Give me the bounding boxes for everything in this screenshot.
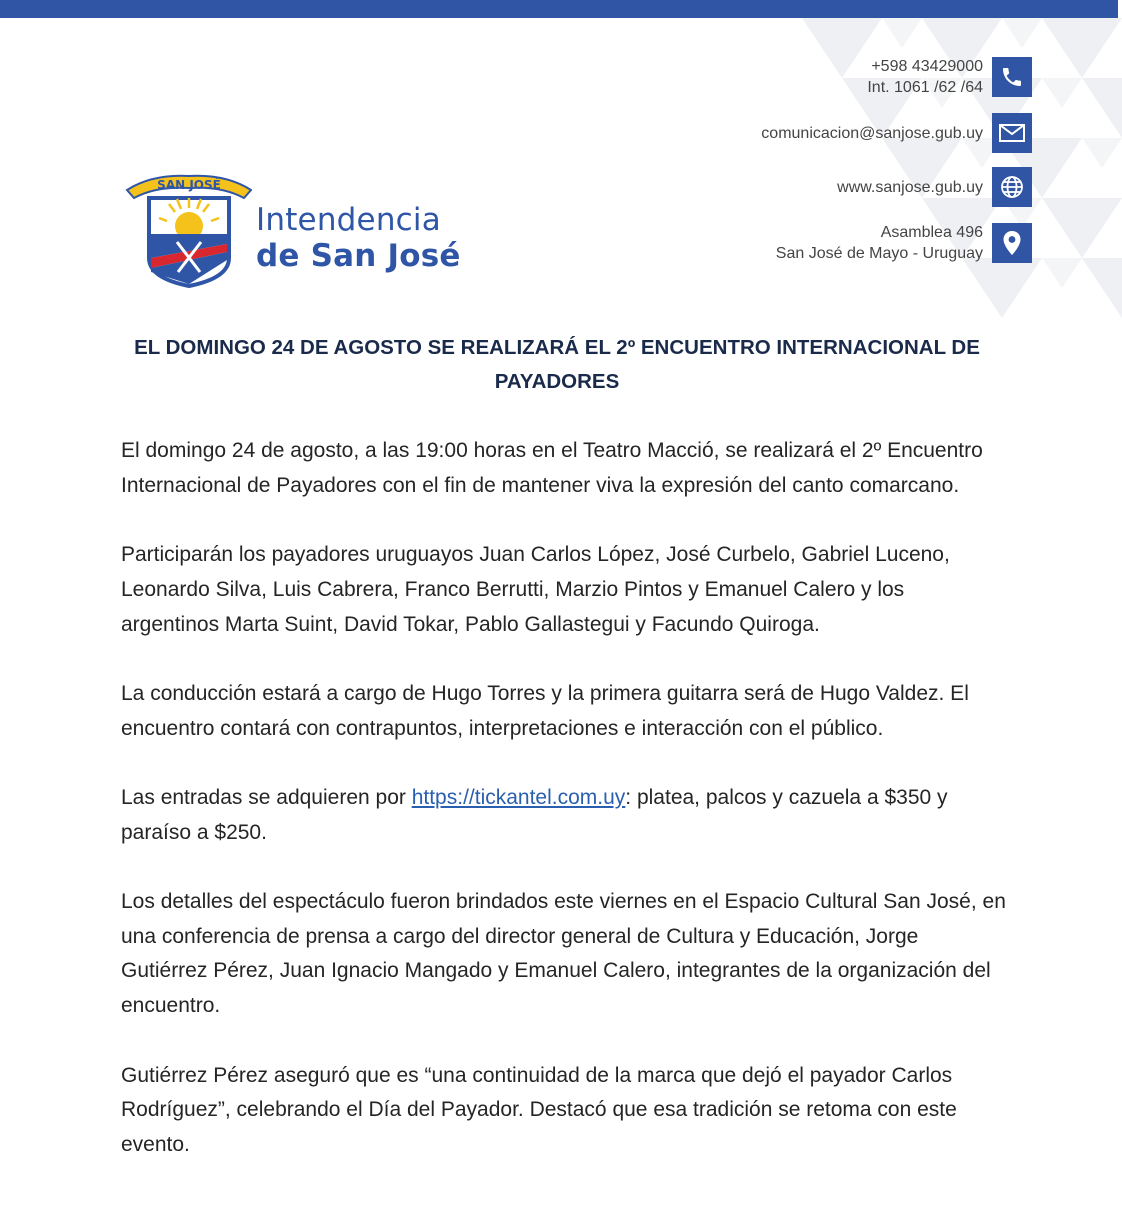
article-body [121, 434, 1006, 1197]
phone-number: +598 43429000 [871, 58, 983, 75]
org-name-line2: de San José [256, 238, 461, 274]
contact-phone [867, 56, 1032, 98]
location-pin-icon [992, 223, 1032, 263]
org-name-line1: Intendencia [256, 202, 441, 238]
tickets-suffix: : platea, palcos y cazuela a $350 y paraíso a $250. [121, 785, 948, 844]
mail-icon [992, 113, 1032, 153]
globe-icon [992, 167, 1032, 207]
paragraph-3: La conducción estará a cargo de Hugo Torres y la primera guitarra será de Hugo Valdez. El encuentro contará con contrapuntos, interpretaciones e interacción con el público. [121, 681, 969, 740]
top-accent-bar [0, 0, 1118, 18]
logo-banner-text: SAN JOSÉ [157, 178, 221, 192]
contact-website [837, 167, 1032, 207]
coat-of-arms-emblem [122, 168, 252, 292]
tickets-prefix: Las entradas se adquieren por [121, 785, 412, 809]
contact-address [776, 222, 1032, 264]
website-text[interactable]: www.sanjose.gub.uy [837, 178, 983, 196]
address-line1: Asamblea 496 [880, 224, 983, 241]
contact-email [761, 113, 1032, 153]
organization-name [256, 202, 461, 274]
article-title: EL DOMINGO 24 DE AGOSTO SE REALIZARÁ EL 2º ENCUENTRO INTERNACIONAL DE PAYADORES [134, 336, 980, 393]
paragraph-4 [121, 781, 1006, 850]
paragraph-6: Gutiérrez Pérez aseguró que es “una continuidad de la marca que dejó el payador Carlos Rodríguez”, celebrando el Día del Payador. Destacó que esa tradición se retoma con este evento. [121, 1063, 957, 1156]
email-text[interactable]: comunicacion@sanjose.gub.uy [761, 124, 983, 142]
phone-extension: Int. 1061 /62 /64 [867, 79, 983, 96]
paragraph-2: Participarán los payadores uruguayos Juan Carlos López, José Curbelo, Gabriel Luceno, Leonardo Silva, Luis Cabrera, Franco Berrutti, Marzio Pintos y Emanuel Calero y los argentinos Marta Suint, David Tokar, Pablo Gallastegui y Facundo Quiroga. [121, 543, 950, 636]
phone-icon [992, 57, 1032, 97]
phone-text [867, 56, 983, 98]
paragraph-5: Los detalles del espectáculo fueron brindados este viernes en el Espacio Cultural San José, en una conferencia de prensa a cargo del director general de Cultura y Educación, Jorge Gutiérrez Pérez, Juan Ignacio Mangado y Emanuel Calero, integrantes de la organización del encuentro. [121, 890, 1006, 1018]
tickantel-link[interactable]: https://tickantel.com.uy [411, 785, 626, 809]
paragraph-1: El domingo 24 de agosto, a las 19:00 horas en el Teatro Macció, se realizará el 2º Encuentro Internacional de Payadores con el fin de mantener viva la expresión del canto comarcano. [121, 439, 983, 497]
address-line2: San José de Mayo - Uruguay [775, 245, 983, 262]
logo [122, 168, 462, 292]
address-text [776, 222, 983, 264]
